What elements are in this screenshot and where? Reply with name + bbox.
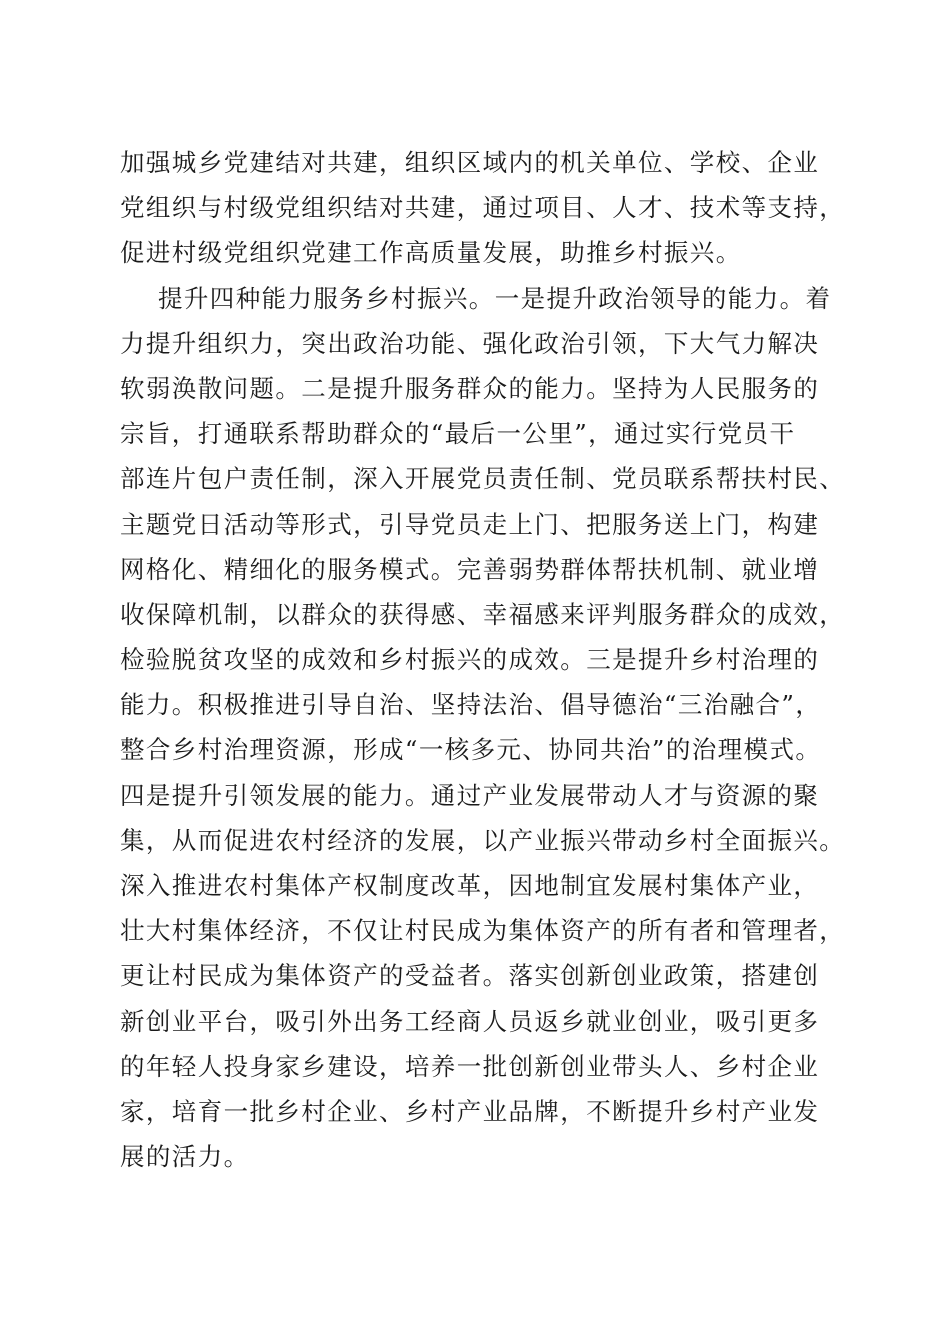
paragraph-line: 整合乡村治理资源，形成“一核多元、协同共治”的治理模式。 [120, 735, 822, 765]
paragraph-line: 检验脱贫攻坚的成效和乡村振兴的成效。三是提升乡村治理的 [120, 645, 820, 675]
paragraph-line: 力提升组织力，突出政治功能、强化政治引领，下大气力解决 [120, 328, 820, 358]
paragraph-2 [120, 276, 846, 1180]
paragraph-line: 主题党日活动等形式，引导党员走上门、把服务送上门，构建 [120, 509, 820, 539]
paragraph-line: 宗旨，打通联系帮助群众的“最后一公里”，通过实行党员干 [120, 419, 796, 449]
paragraph-line: 软弱涣散问题。二是提升服务群众的能力。坚持为人民服务的 [120, 373, 820, 403]
paragraph-line: 网格化、精细化的服务模式。完善弱势群体帮扶机制、就业增 [120, 554, 820, 584]
paragraph-line: 深入推进农村集体产权制度改革，因地制宜发展村集体产业， [120, 871, 820, 900]
paragraph-line: 收保障机制，以群众的获得感、幸福感来评判服务群众的成效， [120, 599, 846, 629]
paragraph-line: 集，从而促进农村经济的发展，以产业振兴带动乡村全面振兴。 [120, 825, 846, 855]
paragraph-line: 促进村级党组织党建工作高质量发展，助推乡村振兴。 [120, 238, 742, 268]
paragraph-line: 党组织与村级党组织结对共建，通过项目、人才、技术等支持， [120, 193, 846, 223]
paragraph-line: 家，培育一批乡村企业、乡村产业品牌，不断提升乡村产业发 [120, 1096, 820, 1126]
paragraph-line: 四是提升引领发展的能力。通过产业发展带动人才与资源的聚 [120, 780, 820, 810]
paragraph-line: 的年轻人投身家乡建设，培养一批创新创业带头人、乡村企业 [120, 1051, 820, 1081]
paragraph-line: 新创业平台，吸引外出务工经商人员返乡就业创业，吸引更多 [120, 1006, 820, 1036]
paragraph-line: 能力。积极推进引导自治、坚持法治、倡导德治“三治融合”， [120, 690, 822, 720]
paragraph-line: 提升四种能力服务乡村振兴。一是提升政治领导的能力。着 [158, 283, 832, 313]
paragraph-line: 部连片包户责任制，深入开展党员责任制、党员联系帮扶村民、 [120, 464, 846, 494]
document-body [120, 140, 846, 1179]
paragraph-1 [120, 140, 846, 276]
paragraph-line: 展的活力。 [120, 1142, 250, 1172]
paragraph-line: 更让村民成为集体资产的受益者。落实创新创业政策，搭建创 [120, 961, 820, 991]
paragraph-line: 壮大村集体经济，不仅让村民成为集体资产的所有者和管理者， [120, 916, 846, 946]
paragraph-line: 加强城乡党建结对共建，组织区域内的机关单位、学校、企业 [120, 148, 820, 177]
